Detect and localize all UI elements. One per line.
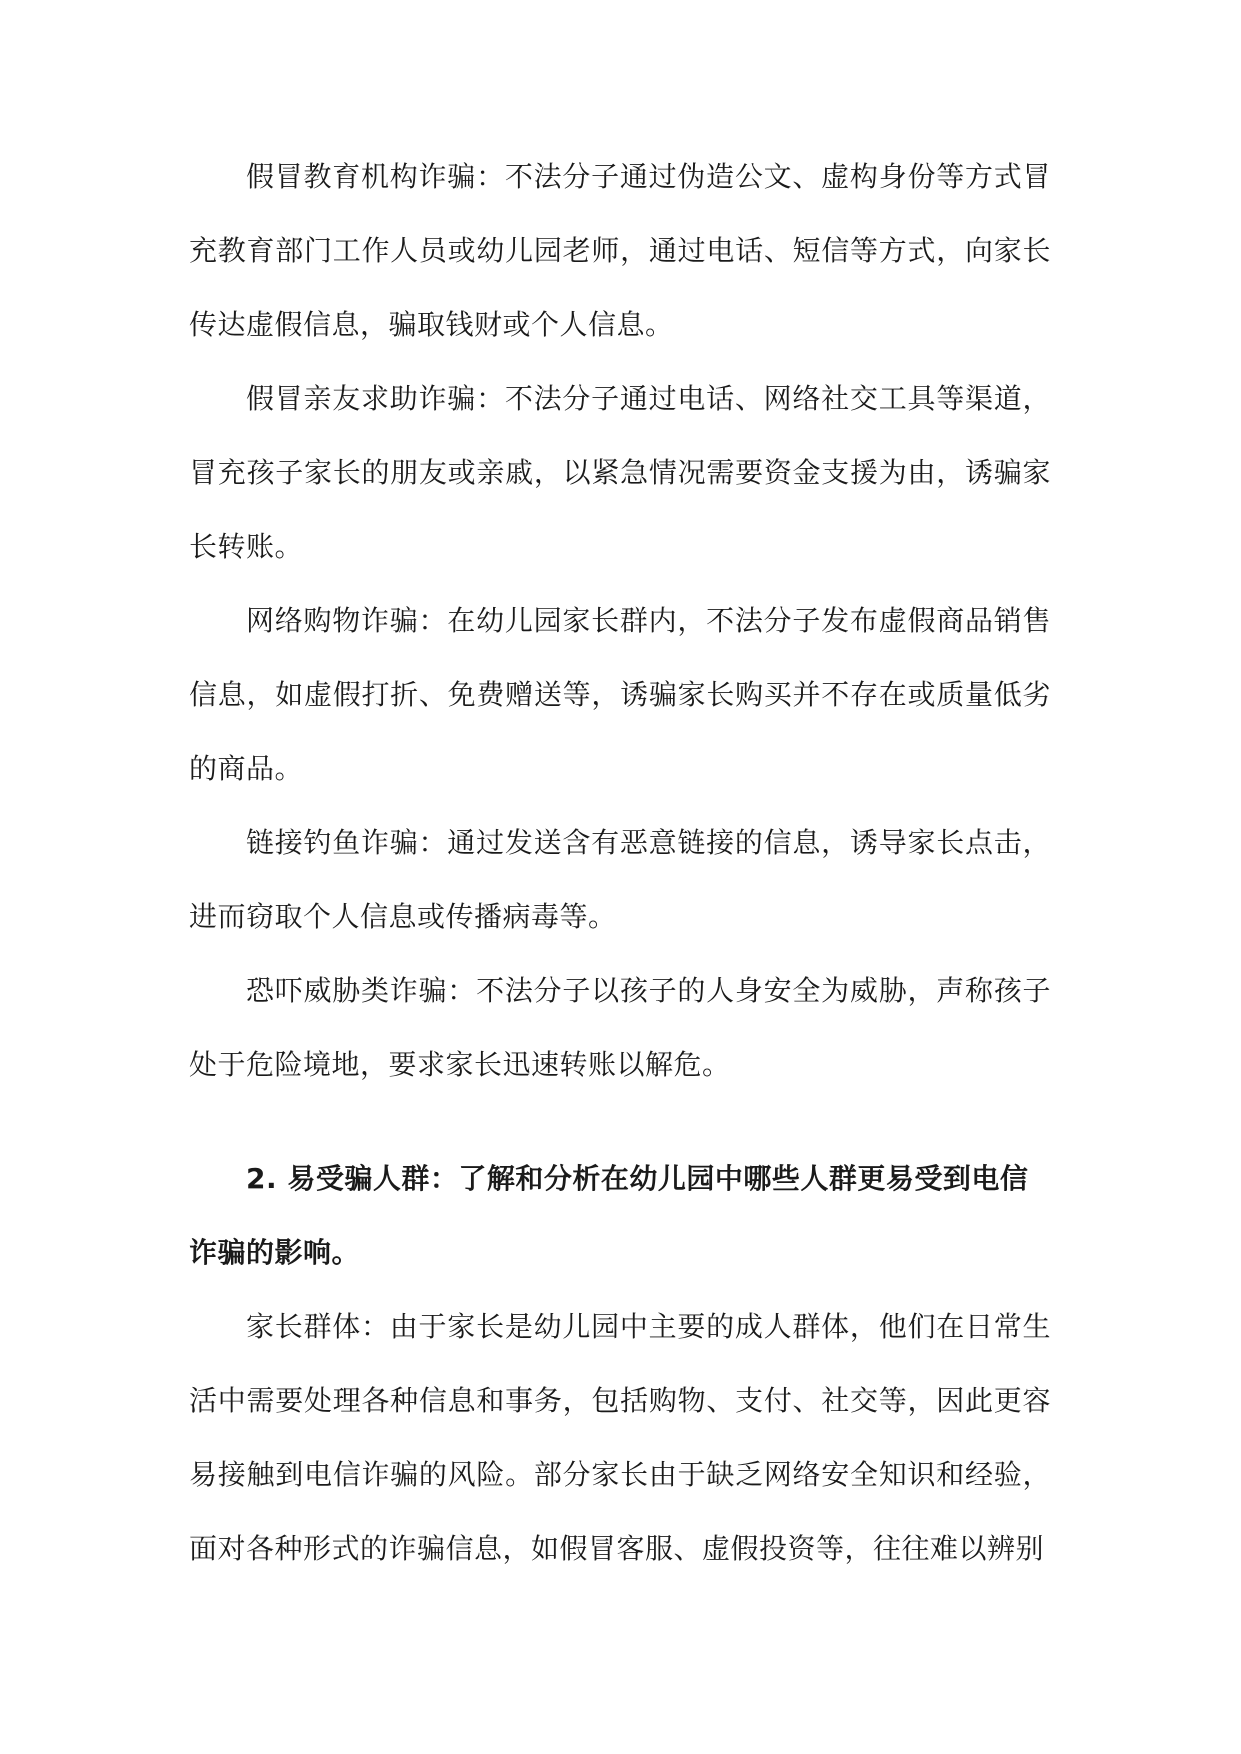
paragraph-intimidation-scam: 恐吓威胁类诈骗：不法分子以孩子的人身安全为威胁，声称孩子处于危险境地，要求家长迅速转账以解危。 bbox=[189, 974, 1051, 1081]
paragraph-parent-group: 家长群体：由于家长是幼儿园中主要的成人群体，他们在日常生活中需要处理各种信息和事务，包括购物、支付、社交等，因此更容易接触到电信诈骗的风险。部分家长由于缺乏网络安全知识和经验，面对各种形式的诈骗信息，如假冒客服、虚假投资等，往往难以辨别 bbox=[189, 1310, 1051, 1565]
paragraph-online-shopping-scam: 网络购物诈骗：在幼儿园家长群内，不法分子发布虚假商品销售信息，如虚假打折、免费赠送等，诱骗家长购买并不存在或质量低劣的商品。 bbox=[189, 604, 1051, 785]
section-heading-vulnerable-groups: 2. 易受骗人群：了解和分析在幼儿园中哪些人群更易受到电信诈骗的影响。 bbox=[189, 1162, 1029, 1269]
paragraph-fake-education-agency-scam: 假冒教育机构诈骗：不法分子通过伪造公文、虚构身份等方式冒充教育部门工作人员或幼儿园老师，通过电话、短信等方式，向家长传达虚假信息，骗取钱财或个人信息。 bbox=[189, 160, 1051, 341]
document-body bbox=[189, 140, 1051, 1586]
paragraph-phishing-link-scam: 链接钓鱼诈骗：通过发送含有恶意链接的信息，诱导家长点击，进而窃取个人信息或传播病毒等。 bbox=[189, 826, 1051, 933]
paragraph-fake-relative-help-scam: 假冒亲友求助诈骗：不法分子通过电话、网络社交工具等渠道，冒充孩子家长的朋友或亲戚，以紧急情况需要资金支援为由，诱骗家长转账。 bbox=[189, 382, 1051, 563]
